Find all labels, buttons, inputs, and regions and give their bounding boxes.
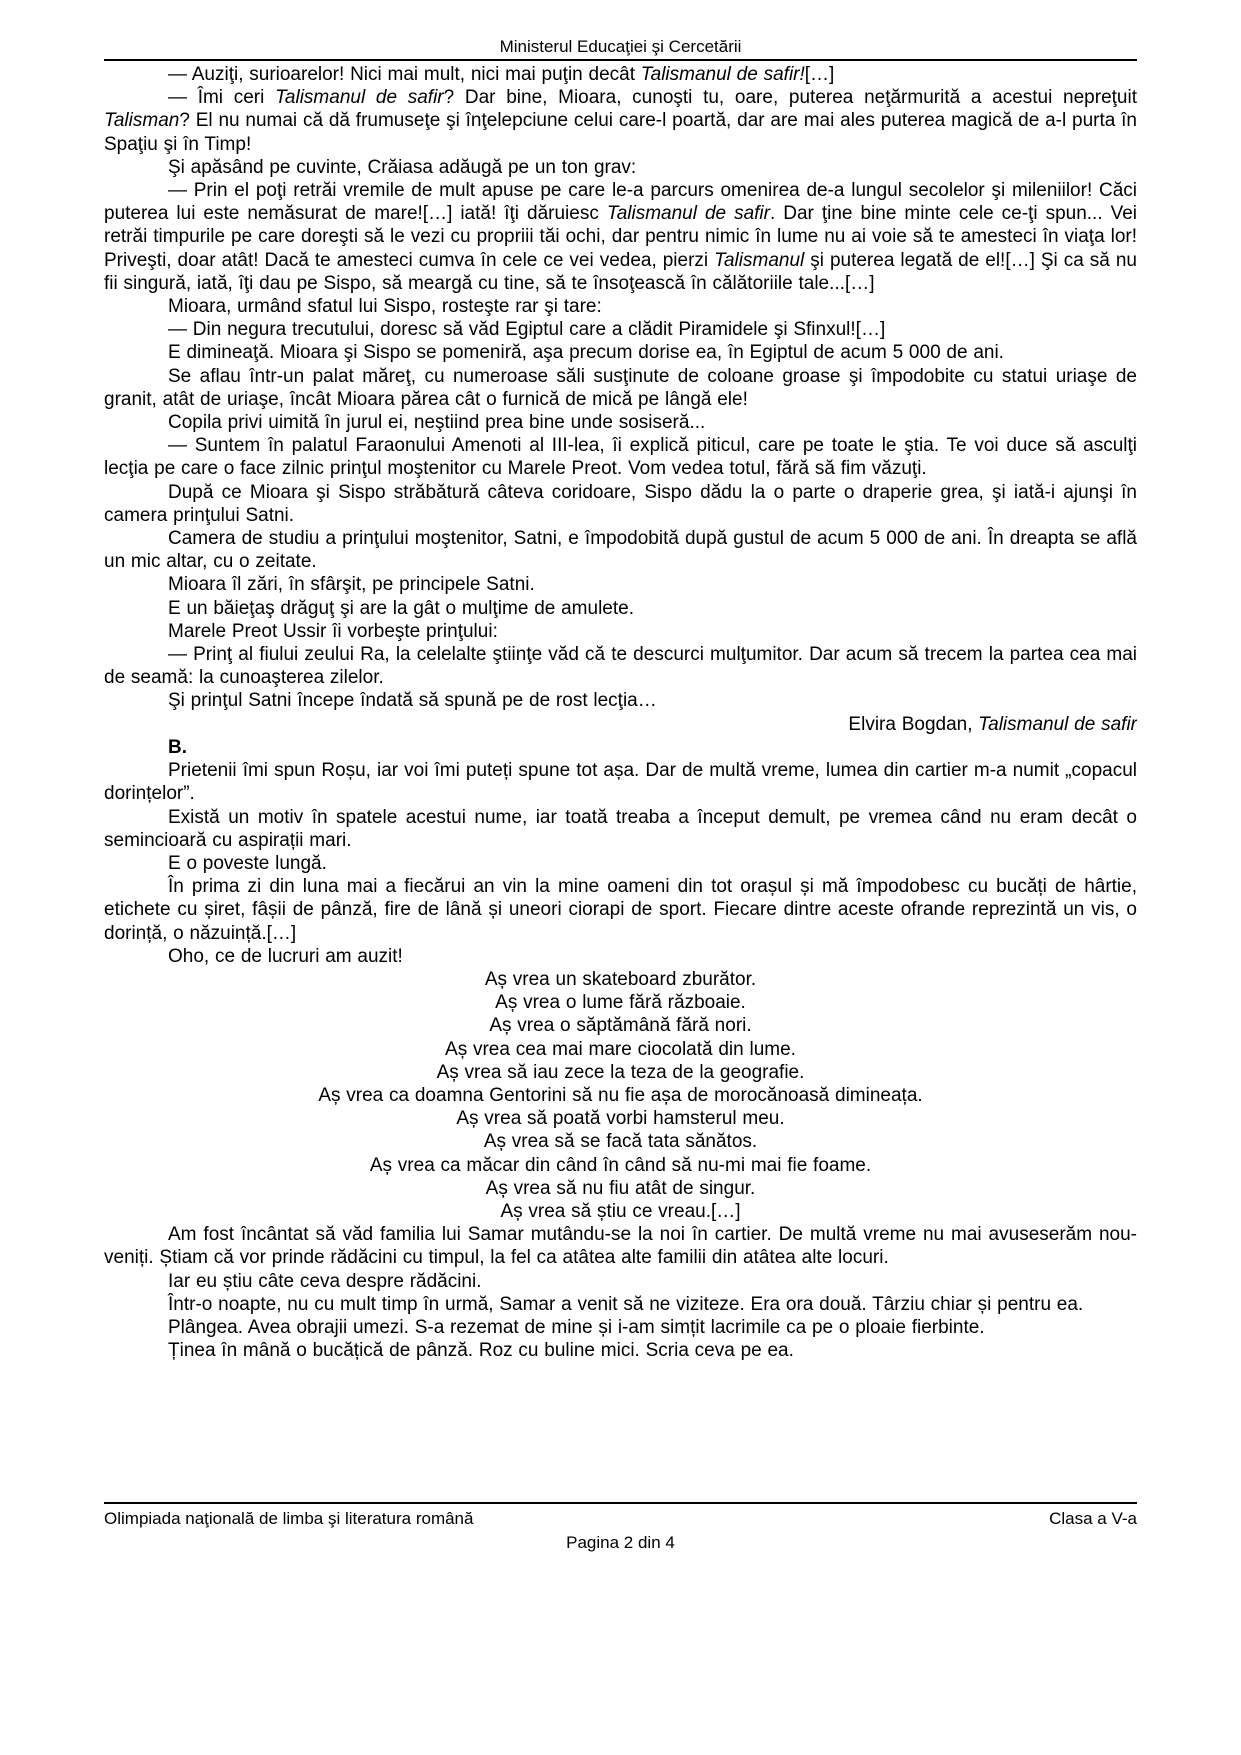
text-segment: Copila privi uimită în jurul ei, neştiind prea bine unde sosiseră... [168, 412, 706, 434]
text-segment: E dimineaţă. Mioara şi Sispo se pomeniră, aşa precum dorise ea, în Egiptul de acum 5 000 de ani. [168, 342, 1004, 364]
paragraph [104, 295, 1137, 318]
text-segment: Aș vrea o săptămână fără nori. [489, 1015, 752, 1037]
text-segment: . Dar ţine bine minte cele ce-ţi spun... Vei retrăi timpurile pe care doreşti să le vezi cu propriii tăi ochi, dar pentru nimic în lume nu ai voie să te amesteci în viaţa lor! Priveşti, doar atât! Dacă te amesteci cumva în cele ce vei vedea, pierzi [104, 203, 1137, 271]
text-segment: ? Dar bine, Mioara, cunoşti tu, oare, puterea neţărmurită a acestui nepreţuit [443, 87, 1137, 109]
paragraph [104, 1107, 1137, 1130]
text-segment: Iar eu știu câte ceva despre rădăcini. [168, 1270, 482, 1292]
text-segment: Talismanul de safir [978, 713, 1137, 735]
paragraph [104, 1316, 1137, 1339]
document-body [104, 63, 1137, 1501]
paragraph [104, 713, 1137, 736]
text-segment: Aș vrea ca măcar din când în când să nu-mi mai fie foame. [369, 1154, 872, 1176]
text-segment: Marele Preot Ussir îi vorbeşte prinţului: [168, 620, 498, 642]
header-title: Ministerul Educaţiei şi Cercetării [499, 37, 742, 56]
footer-left-text: Olimpiada naţională de limba şi literatura română [104, 1509, 474, 1528]
page-number: Pagina 2 din 4 [566, 1533, 675, 1552]
paragraph [104, 736, 1137, 759]
paragraph [104, 527, 1137, 573]
paragraph [104, 806, 1137, 852]
paragraph [104, 63, 1137, 86]
text-segment: Aș vrea ca doamna Gentorini să nu fie așa de morocănoasă dimineața. [318, 1084, 923, 1106]
text-segment: — Prin el poţi retrăi vremile de mult apuse pe care le-a parcurs omenirea de-a lungul secolelor şi mileniilor! Căci puterea lui este nemăsurat de mare![…] iată! îţi dăruiesc [104, 180, 1137, 225]
text-segment: — Prinţ al fiului zeului Ra, la celelalte ştiinţe văd că te descurci mulţumitor. Dar acum să trecem la partea cea mai de seamă: la cunoaşterea zilelor. [104, 644, 1137, 689]
paragraph [104, 1014, 1137, 1037]
paragraph [104, 1339, 1137, 1362]
paragraph [104, 1130, 1137, 1153]
paragraph [104, 179, 1137, 295]
text-segment: şi puterea legată de el![…] Şi ca să nu fii singură, iată, îţi dau pe Sispo, să meargă cu tine, să te însoţească în călătoriile tale...[…] [104, 249, 1137, 294]
paragraph [104, 1177, 1137, 1200]
text-segment: Mioara îl zări, în sfârşit, pe principele Satni. [168, 574, 535, 596]
paragraph [104, 411, 1137, 434]
text-segment: Talismanul [714, 249, 805, 271]
text-segment: După ce Mioara şi Sispo străbătură câteva coridoare, Sispo dădu la o parte o draperie grea, şi iată-i ajunşi în camera prinţului Satni. [104, 481, 1137, 526]
paragraph [104, 759, 1137, 805]
paragraph [104, 968, 1137, 991]
footer-right-text: Clasa a V-a [1049, 1509, 1137, 1528]
text-segment: E un băieţaş drăguţ şi are la gât o mulţime de amulete. [168, 597, 634, 619]
text-segment: Aș vrea să nu fiu atât de singur. [485, 1177, 756, 1199]
text-segment: Există un motiv în spatele acestui nume, iar toată treaba a început demult, pe vremea când nu eram decât o semincioară cu aspirații mari. [104, 806, 1137, 851]
text-segment: Se aflau într-un palat măreţ, cu numeroase săli susţinute de coloane groase şi împodobite cu statui uriaşe de granit, atât de uriaşe, încât Mioara părea cât o furnică de mică pe lângă ele! [104, 365, 1137, 410]
paragraph [104, 434, 1137, 480]
paragraph [104, 875, 1137, 945]
paragraph [104, 1038, 1137, 1061]
text-segment: […] [804, 64, 835, 85]
text-segment: Ținea în mână o bucățică de pânză. Roz cu buline mici. Scria ceva pe ea. [168, 1340, 794, 1362]
text-segment: — Din negura trecutului, doresc să văd Egiptul care a clădit Piramidele şi Sfinxul![…] [168, 319, 886, 341]
paragraph [104, 1200, 1137, 1223]
paragraph [104, 1084, 1137, 1107]
paragraph [104, 852, 1137, 875]
footer-row [104, 1508, 1137, 1529]
text-segment: Talismanul de safir [606, 203, 770, 225]
paragraph [104, 365, 1137, 411]
text-segment: Aș vrea să știu ce vreau.[…] [500, 1200, 741, 1222]
paragraph [104, 945, 1137, 968]
paragraph [104, 573, 1137, 596]
text-segment: E o poveste lungă. [168, 852, 327, 874]
paragraph [104, 643, 1137, 689]
text-segment: — Îmi ceri [168, 87, 276, 109]
text-segment: Aș vrea să se facă tata sănătos. [483, 1131, 758, 1153]
text-segment: Mioara, urmând sfatul lui Sispo, rosteşte rar şi tare: [168, 296, 602, 318]
paragraph [104, 1293, 1137, 1316]
paragraph [104, 318, 1137, 341]
text-segment: — Auziţi, surioarelor! Nici mai mult, nici mai puţin decât [168, 64, 641, 85]
text-segment: Aș vrea un skateboard zburător. [484, 968, 757, 990]
text-segment: Plângea. Avea obrajii umezi. S-a rezemat de mine și i-am simțit lacrimile ca pe o ploaie fierbinte. [168, 1316, 985, 1338]
text-segment: Şi apăsând pe cuvinte, Crăiasa adăugă pe un ton grav: [168, 156, 637, 178]
paragraph [104, 689, 1137, 712]
paragraph [104, 1223, 1137, 1269]
text-segment: Şi prinţul Satni începe îndată să spună pe de rost lecţia… [168, 690, 657, 712]
page-header [104, 36, 1137, 61]
paragraph [104, 156, 1137, 179]
text-segment: Într-o noapte, nu cu mult timp în urmă, Samar a venit să ne viziteze. Era ora două. Târziu chiar și pentru ea. [168, 1293, 1084, 1315]
paragraph [104, 341, 1137, 364]
text-segment: Aș vrea o lume fără războaie. [495, 992, 746, 1014]
text-segment: — Suntem în palatul Faraonului Amenoti al III-lea, îi explică piticul, care pe toate le ştia. Te voi duce să asculţi lecţia pe care o face zilnic prinţul moştenitor cu Marele Preot. Vom vedea totul, fără să fim văzuţi. [104, 435, 1137, 480]
text-segment: Prietenii îmi spun Roșu, iar voi îmi puteți spune tot așa. Dar de multă vreme, lumea din cartier m-a numit „copacul dorințelor”. [104, 760, 1137, 805]
text-segment: Am fost încântat să văd familia lui Samar mutându-se la noi în cartier. De multă vreme nu mai avuseserăm nou-veniți. Știam că vor prinde rădăcini cu timpul, la fel ca atâtea alte familii din atâtea alte locuri. [104, 1224, 1137, 1269]
paragraph [104, 991, 1137, 1014]
text-segment: Talisman [104, 110, 180, 132]
paragraph [104, 86, 1137, 156]
text-segment: Elvira Bogdan, [848, 713, 979, 735]
text-segment: Talismanul de safir! [640, 64, 805, 85]
paragraph [104, 1154, 1137, 1177]
text-segment: Aș vrea cea mai mare ciocolată din lume. [445, 1038, 796, 1060]
text-segment: Aș vrea să poată vorbi hamsterul meu. [456, 1108, 785, 1130]
text-segment: Oho, ce de lucruri am auzit! [168, 945, 403, 967]
text-segment: În prima zi din luna mai a fiecărui an vin la mine oameni din tot orașul și mă împodobesc cu bucăți de hârtie, etichete cu șiret, fâșii de pânză, fire de lână și uneori ciorapi de sport. Fiecare dintre aceste ofrande reprezintă un vis, o dorință, o năzuință.[…] [104, 876, 1137, 944]
paragraph [104, 481, 1137, 527]
text-segment: Talismanul de safir [275, 87, 444, 109]
paragraph [104, 597, 1137, 620]
text-segment: B. [168, 736, 187, 758]
page-footer [104, 1502, 1137, 1553]
paragraph [104, 620, 1137, 643]
text-segment: ? El nu numai că dă frumuseţe şi înţelepciune celui care-l poartă, dar are mai ales puterea magică de a-l purta în Spaţiu şi în Timp! [104, 110, 1137, 155]
paragraph [104, 1270, 1137, 1293]
paragraph [104, 1061, 1137, 1084]
text-segment: Aș vrea să iau zece la teza de la geografie. [436, 1061, 805, 1083]
text-segment: Camera de studiu a prinţului moştenitor, Satni, e împodobită după gustul de acum 5 000 de ani. În dreapta se află un mic altar, cu o zeitate. [104, 528, 1137, 573]
